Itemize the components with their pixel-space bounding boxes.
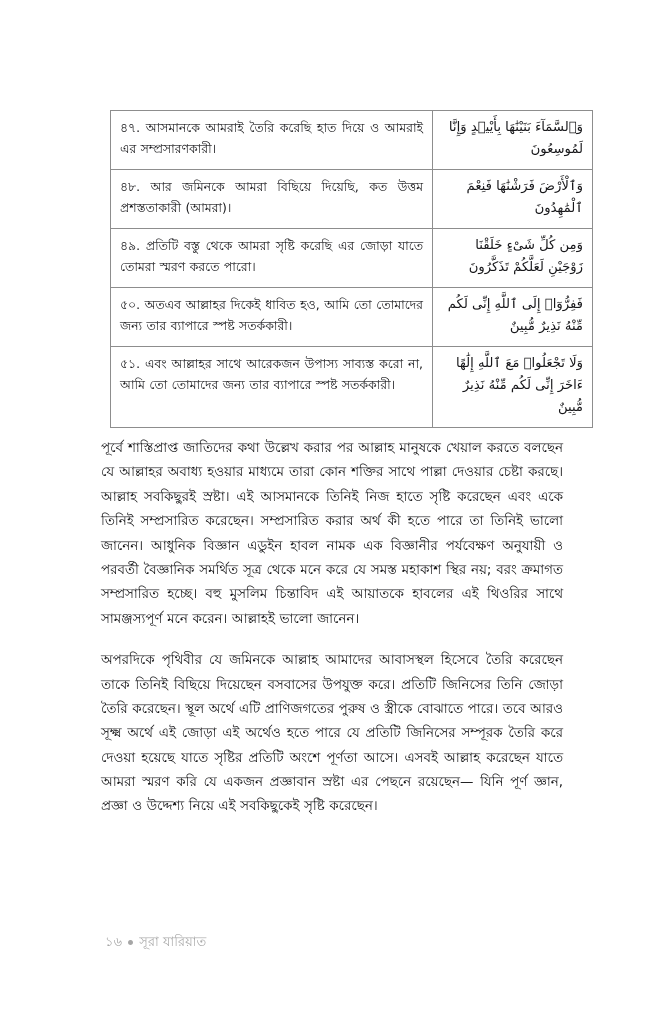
- page-footer: [105, 936, 206, 949]
- verse-translation-table: [110, 110, 593, 428]
- verse-arabic-cell: [433, 346, 593, 427]
- commentary-body: [101, 437, 563, 820]
- verse-arabic-text: وَلَا تَجْعَلُوا۟ مَعَ ٱللَّهِ إِلَٰهًا ءَاخَرَ إِنِّى لَكُم مِّنْهُ نَذِيرٌ مُّبِينٌ: [455, 355, 583, 416]
- verse-arabic-cell: [433, 169, 593, 228]
- verse-bangla-cell: [111, 346, 433, 427]
- verse-arabic-cell: [433, 111, 593, 170]
- table-row: [111, 169, 593, 228]
- bullet-separator-icon: [128, 940, 133, 945]
- verse-arabic-cell: [433, 287, 593, 346]
- verse-arabic-text: وَٱلْأَرْضَ فَرَشْنَٰهَا فَنِعْمَ ٱلْمَٰهِدُونَ: [466, 178, 583, 217]
- verse-bangla-cell: [111, 287, 433, 346]
- commentary-paragraph: অপরদিকে পৃথিবীর যে জমিনকে আল্লাহ আমাদের আবাসস্থল হিসেবে তৈরি করেছেন তাকে তিনিই বিছিয়ে দিয়েছেন বসবাসের উপযুক্ত করে। প্রতিটি জিনিসের তিনি জোড়া তৈরি করেছেন। স্থূল অর্থে এটি প্রাণিজগতের পুরুষ ও স্ত্রীকে বোঝাতে পারে। তবে আরও সূক্ষ্ম অর্থে এই জোড়া এই অর্থেও হতে পারে যে প্রতিটি জিনিসের সম্পূরক তৈরি করে দেওয়া হয়েছে যাতে সৃষ্টির প্রতিটি অংশে পূর্ণতা আসে। এসবই আল্লাহ করেছেন যাতে আমরা স্মরণ করি যে একজন প্রজ্ঞাবান স্রষ্টা এর পেছনে রয়েছেন— যিনি পূর্ণ জ্ঞান, প্রজ্ঞা ও উদ্দেশ্য নিয়ে এই সবকিছুকেই সৃষ্টি করেছেন।: [101, 653, 563, 815]
- table-row: [111, 111, 593, 170]
- table-row: [111, 346, 593, 427]
- verse-bangla-cell: [111, 169, 433, 228]
- verse-bangla-text: ৪৭. আসমানকে আমরাই তৈরি করেছি হাত দিয়ে ও আমরাই এর সম্প্রসারণকারী।: [120, 120, 423, 157]
- verse-bangla-text: ৫০. অতএব আল্লাহর দিকেই ধাবিত হও, আমি তো তোমাদের জন্য তার ব্যাপারে স্পষ্ট সতর্ককারী।: [120, 296, 423, 333]
- verse-arabic-text: وَمِن كُلِّ شَىْءٍ خَلَقْنَا زَوْجَيْنِ لَعَلَّكُمْ تَذَكَّرُونَ: [468, 237, 583, 276]
- footer-page-number: ১৬: [105, 935, 123, 950]
- verse-table-body: [111, 111, 593, 428]
- commentary-paragraph: পূর্বে শাস্তিপ্রাপ্ত জাতিদের কথা উল্লেখ করার পর আল্লাহ মানুষকে খেয়াল করতে বলছেন যে আল্লাহর অবাধ্য হওয়ার মাধ্যমে তারা কোন শক্তির সাথে পাল্লা দেওয়ার চেষ্টা করছে। আল্লাহ সবকিছুরই স্রষ্টা। এই আসমানকে তিনিই নিজ হাতে সৃষ্টি করেছেন এবং একে তিনিই সম্প্রসারিত করেছেন। সম্প্রসারিত করার অর্থ কী হতে পারে তা তিনিই ভালো জানেন। আধুনিক বিজ্ঞান এডুইন হাবল নামক এক বিজ্ঞানীর পর্যবেক্ষণ অনুযায়ী ও পরবর্তী বৈজ্ঞানিক সমর্থিত সূত্র থেকে মনে করে যে সমস্ত মহাকাশ স্থির নয়; বরং ক্রমাগত সম্প্রসারিত হচ্ছে। বহু মুসলিম চিন্তাবিদ এই আয়াতকে হাবলের এই থিওরির সাথে সামঞ্জস্যপূর্ণ মনে করেন। আল্লাহই ভালো জানেন।: [101, 441, 563, 627]
- verse-bangla-cell: [111, 111, 433, 170]
- table-row: [111, 287, 593, 346]
- verse-arabic-text: وَٱلسَّمَآءَ بَنَيْنَٰهَا بِأَيْي۟دٍ وَإِنَّا لَمُوسِعُونَ: [448, 120, 583, 158]
- verse-arabic-cell: [433, 228, 593, 287]
- verse-bangla-text: ৫১. এবং আল্লাহর সাথে আরেকজন উপাস্য সাব্যস্ত করো না, আমি তো তোমাদের জন্য তার ব্যাপারে স্পষ্ট সতর্ককারী।: [120, 355, 423, 392]
- verse-bangla-cell: [111, 228, 433, 287]
- footer-surah-name: সূরা যারিয়াত: [139, 935, 207, 950]
- verse-arabic-text: فَفِرُّوٓا۟ إِلَى ٱللَّهِ إِنِّى لَكُم مِّنْهُ نَذِيرٌ مُّبِينٌ: [447, 296, 583, 335]
- table-row: [111, 228, 593, 287]
- verse-bangla-text: ৪৮. আর জমিনকে আমরা বিছিয়ে দিয়েছি, কত উত্তম প্রশস্ততাকারী (আমরা)।: [120, 178, 423, 216]
- verse-bangla-text: ৪৯. প্রতিটি বস্তু থেকে আমরা সৃষ্টি করেছি এর জোড়া যাতে তোমরা স্মরণ করতে পারো।: [120, 237, 423, 275]
